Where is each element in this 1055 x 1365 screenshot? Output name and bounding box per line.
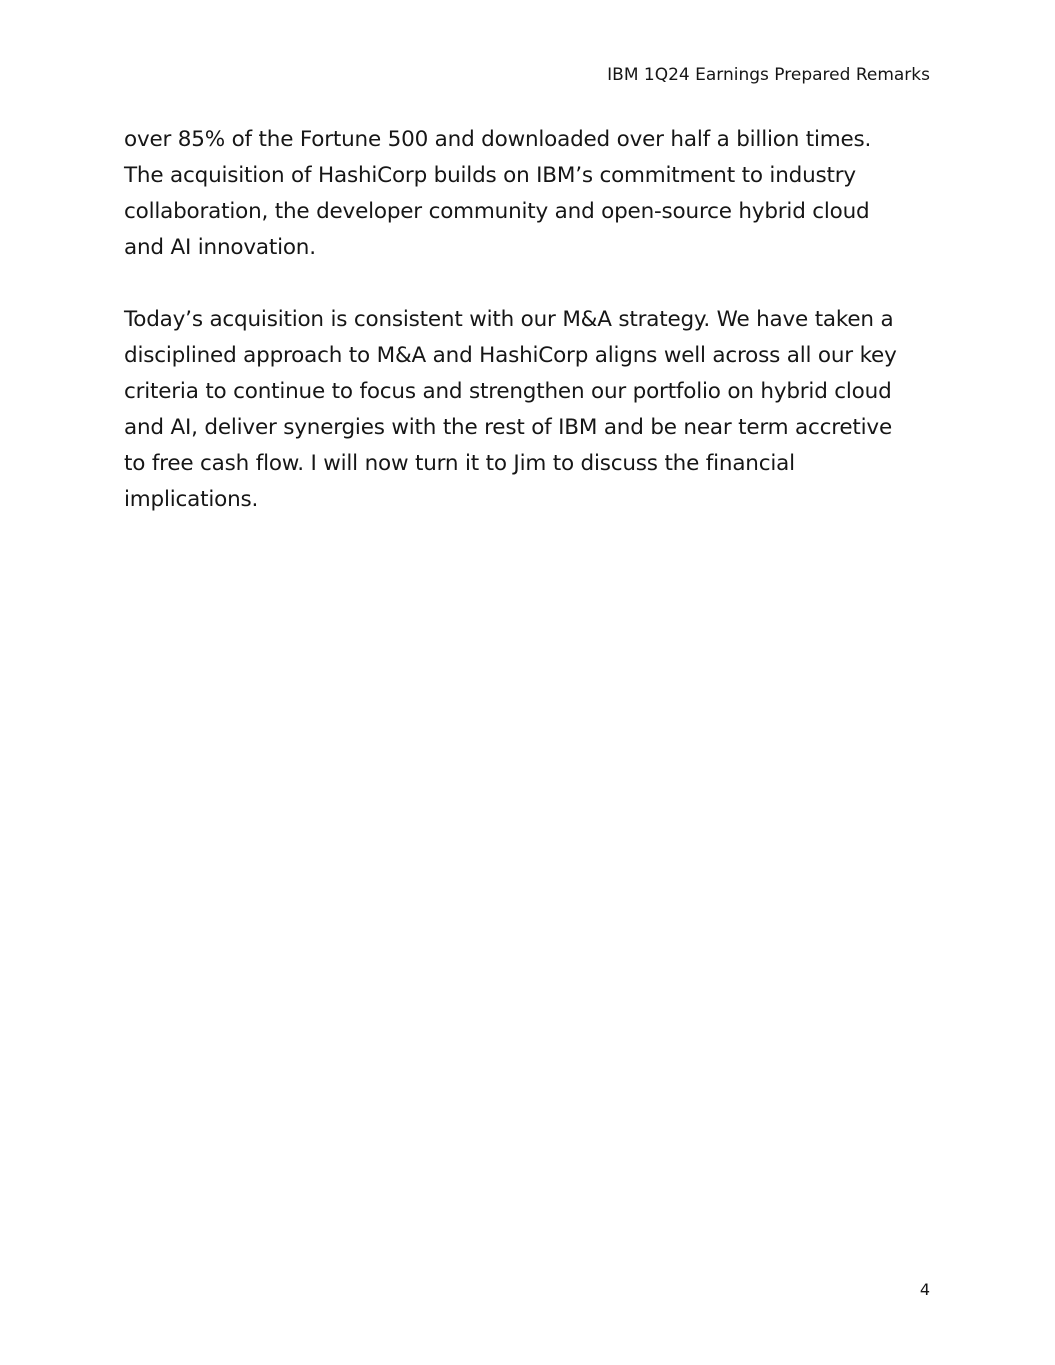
body-text — [124, 122, 924, 518]
running-header: IBM 1Q24 Earnings Prepared Remarks — [607, 65, 930, 85]
text-line: to free cash flow. I will now turn it to Jim to discuss the financial — [124, 451, 795, 476]
text-line: The acquisition of HashiCorp builds on IBM’s commitment to industry — [124, 163, 856, 188]
page-number: 4 — [919, 1280, 930, 1299]
text-line: and AI innovation. — [124, 235, 316, 260]
text-line: disciplined approach to M&A and HashiCorp aligns well across all our key — [124, 343, 897, 368]
text-line: implications. — [124, 487, 259, 512]
text-line: criteria to continue to focus and strengthen our portfolio on hybrid cloud — [124, 379, 892, 404]
paragraph-hashicorp-community — [124, 122, 924, 266]
text-line: collaboration, the developer community and open-source hybrid cloud — [124, 199, 870, 224]
text-line: Today’s acquisition is consistent with our M&A strategy. We have taken a — [124, 307, 894, 332]
text-line: and AI, deliver synergies with the rest of IBM and be near term accretive — [124, 415, 892, 440]
paragraph-ma-strategy — [124, 302, 924, 518]
text-line: over 85% of the Fortune 500 and downloaded over half a billion times. — [124, 127, 872, 152]
